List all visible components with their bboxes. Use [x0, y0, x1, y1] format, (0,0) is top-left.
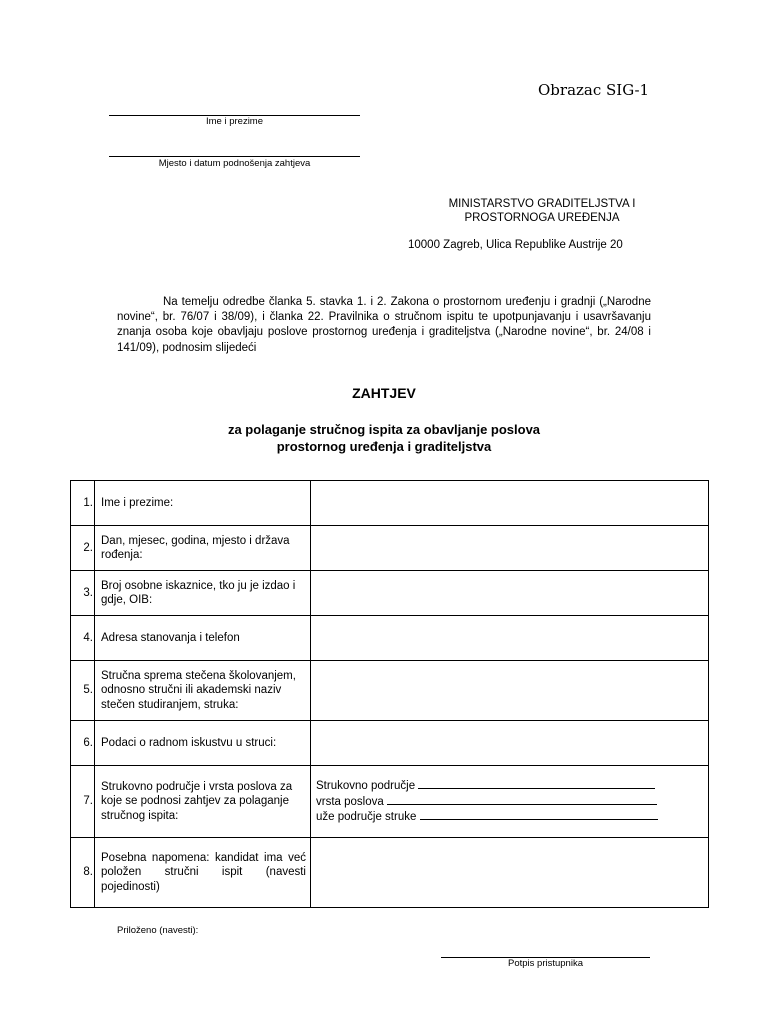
row-label: Dan, mjesec, godina, mjesto i država rođenja:: [95, 526, 311, 571]
table-row: [71, 721, 709, 766]
ministry-name-line2: PROSTORNOGA UREĐENJA: [464, 212, 620, 224]
specialty-line[interactable]: [316, 809, 708, 825]
special-note-field[interactable]: [311, 838, 709, 908]
row-label: Stručna sprema stečena školovanjem, odnosno stručni ili akademski naziv stečen studiranjem, struka:: [95, 661, 311, 721]
table-row: [71, 838, 709, 908]
table-row: [71, 766, 709, 838]
form-code: Obrazac SIG-1: [538, 81, 650, 99]
row-number: 7.: [71, 766, 95, 838]
document-subtitle: [0, 421, 768, 455]
ministry-address: 10000 Zagreb, Ulica Republike Austrije 20: [408, 239, 623, 251]
professional-area-cell: [311, 766, 709, 838]
row-number: 6.: [71, 721, 95, 766]
row-label: Posebna napomena: kandidat ima već položen stručni ispit (navesti pojedinosti): [95, 838, 311, 908]
professional-area-label: Strukovno područje: [316, 780, 416, 793]
intro-paragraph: Na temelju odredbe članka 5. stavka 1. i 2. Zakona o prostornom uređenju i gradnji („Narodne novine“, br. 76/07 i 38/09), i članka 22. Pravilnika o stručnom ispitu te upotpunjavanju i usavršavanju znanja osoba koje obavljaju poslove prostornog uređenja i graditeljstva („Narodne novine“, br. 24/08 i 141/09), podnosim slijedeći: [117, 296, 651, 354]
row-number: 5.: [71, 661, 95, 721]
row-number: 2.: [71, 526, 95, 571]
name-field[interactable]: [311, 481, 709, 526]
document-title: ZAHTJEV: [352, 385, 416, 401]
row-label: Adresa stanovanja i telefon: [95, 616, 311, 661]
row-label: Podaci o radnom iskustvu u struci:: [95, 721, 311, 766]
ministry-name-line1: MINISTARSTVO GRADITELJSTVA I: [448, 198, 636, 210]
table-row: [71, 526, 709, 571]
signature-caption: Potpis pristupnika: [508, 958, 583, 969]
row-label: Ime i prezime:: [95, 481, 311, 526]
name-caption: Ime i prezime: [205, 116, 263, 127]
professional-area-line[interactable]: [316, 778, 708, 794]
id-card-field[interactable]: [311, 571, 709, 616]
request-form-table: [70, 480, 709, 908]
row-number: 1.: [71, 481, 95, 526]
table-row: [71, 571, 709, 616]
subtitle-line2: prostornog uređenja i graditeljstva: [276, 439, 492, 454]
table-row: [71, 616, 709, 661]
attachments-label: Priloženo (navesti):: [117, 925, 199, 936]
row-number: 4.: [71, 616, 95, 661]
work-experience-field[interactable]: [311, 721, 709, 766]
table-row: [71, 661, 709, 721]
subtitle-line1: za polaganje stručnog ispita za obavljanje poslova: [227, 422, 541, 437]
education-field[interactable]: [311, 661, 709, 721]
table-row: [71, 481, 709, 526]
job-type-line[interactable]: [316, 794, 708, 810]
professional-area-blank[interactable]: [418, 778, 655, 789]
row-number: 3.: [71, 571, 95, 616]
row-label: Strukovno područje i vrsta poslova za koje se podnosi zahtjev za polaganje stručnog ispita:: [95, 766, 311, 838]
job-type-blank[interactable]: [387, 794, 657, 805]
row-number: 8.: [71, 838, 95, 908]
address-phone-field[interactable]: [311, 616, 709, 661]
specialty-label: uže područje struke: [316, 811, 417, 824]
place-date-line: [109, 156, 360, 157]
job-type-label: vrsta poslova: [316, 795, 384, 808]
place-date-caption: Mjesto i datum podnošenja zahtjeva: [158, 158, 311, 169]
ministry-block: [400, 197, 684, 225]
row-label: Broj osobne iskaznice, tko ju je izdao i gdje, OIB:: [95, 571, 311, 616]
birth-info-field[interactable]: [311, 526, 709, 571]
specialty-blank[interactable]: [420, 809, 658, 820]
